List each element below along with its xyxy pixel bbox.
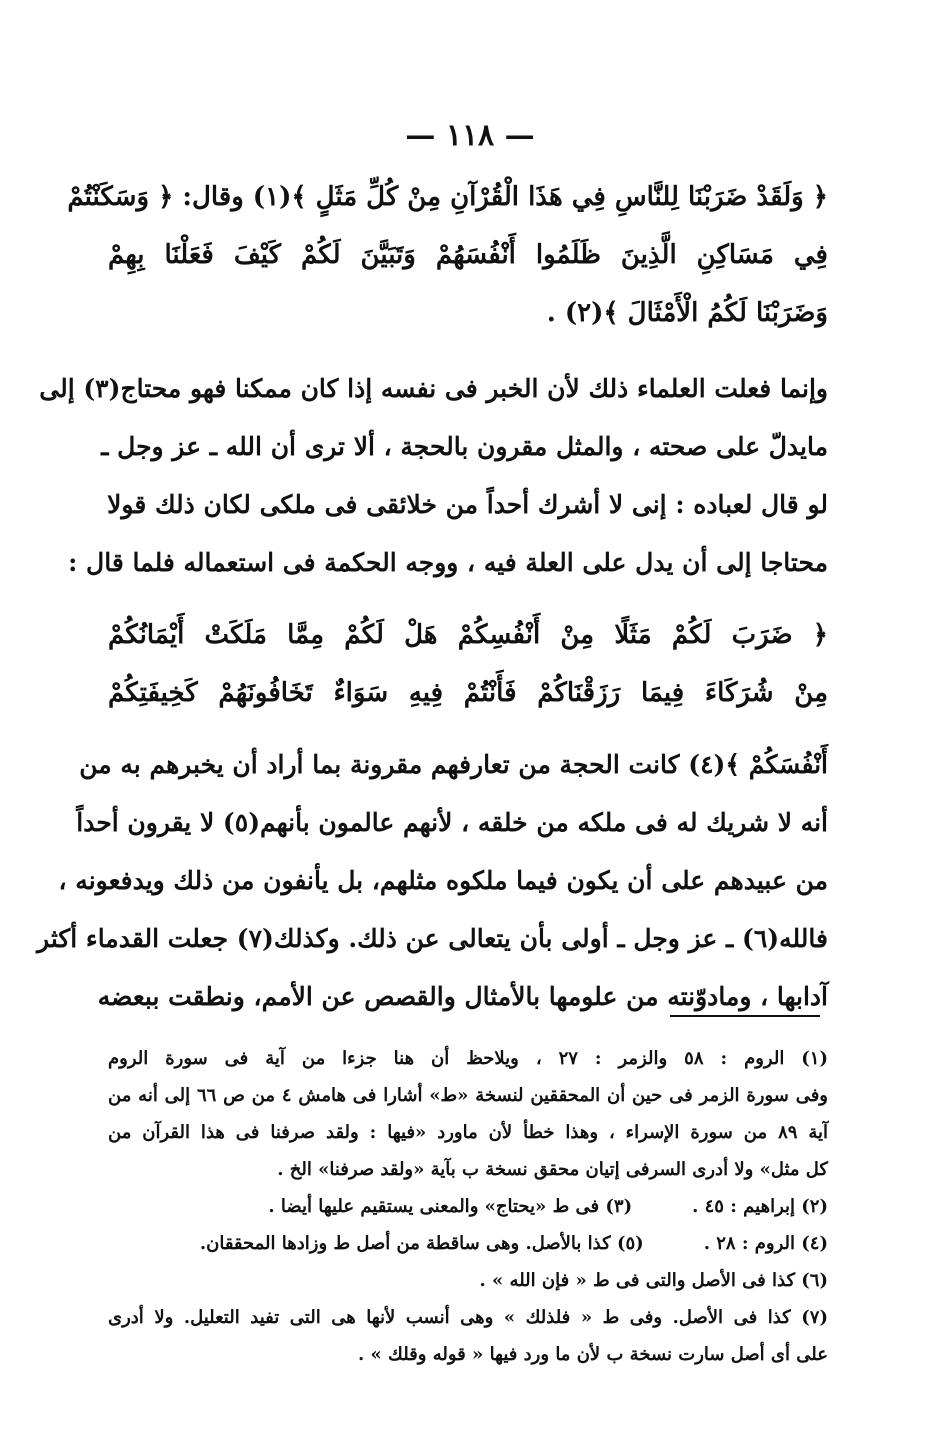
paragraph-gap [108,592,828,606]
text-line-7: محتاجا إلى أن يدل على العلة فيه ، ووجه الحكمة فى استعماله فلما قال : [68,548,828,577]
paragraph-gap [108,342,828,360]
text-line-8: ﴿ ضَرَبَ لَكُمْ مَثَلًا مِنْ أَنْفُسِكُمْ هَلْ لَكُمْ مِمَّا مَلَكَتْ أَيْمَانُكُمْ [108,620,828,650]
main-text [37,168,828,1026]
footnotes [108,1040,828,1373]
page-number: — ١١٨ — [405,118,535,153]
text-line-9: مِنْ شُرَكَاءَ فِيمَا رَزَقْنَاكُمْ فَأَنْتُمْ فِيهِ سَوَاءٌ تَخَافُونَهُمْ كَخِيفَتِكُمْ [108,678,828,708]
text-line-4: وإنما فعلت العلماء ذلك لأن الخبر فى نفسه إذا كان ممكنا فهو محتاج(٣) إلى [39,374,828,403]
footnote-row-4-5 [108,1225,828,1262]
footnote-1-line-4: كل مثل» ولا أدرى السرفى إتيان محقق نسخة ب بآية «ولقد صرفنا» الخ . [277,1159,828,1180]
footnote-7-line-2: على أى أصل سارت نسخة ب لأن ما ورد فيها « قوله وقلك » . [358,1344,828,1365]
text-line-11: أنه لا شريك له فى ملكه من خلقه ، لأنهم عالمون بأنهم(٥) لا يقرون أحداً [76,808,828,837]
footnote-row-2-3 [108,1188,828,1225]
text-line-5: مايدلّ على صحته ، والمثل مقرون بالحجة ، ألا ترى أن الله ـ عز وجل ـ [101,432,828,461]
footnote-divider [670,1015,820,1017]
footnote-1-line-1: (١) الروم : ٥٨ والزمر : ٢٧ ، ويلاحظ أن هنا جزءا من آية فى سورة الروم [108,1048,828,1069]
text-line-1: ﴿ وَلَقَدْ ضَرَبْنَا لِلنَّاسِ فِي هَذَا الْقُرْآنِ مِنْ كُلِّ مَثَلٍ ﴾(١) وقال: ﴿ وَسَكَنْتُمْ [67,182,828,212]
text-line-2: فِي مَسَاكِنِ الَّذِينَ ظَلَمُوا أَنْفُسَهُمْ وَتَبَيَّنَ لَكُمْ كَيْفَ فَعَلْنَا بِهِمْ [108,240,828,270]
footnote-3: (٣) فى ط «يحتاج» والمعنى يستقيم عليها أيضا . [268,1196,633,1217]
text-line-14: آدابها ، ومادوّنته من علومها بالأمثال والقصص عن الأمم، ونطقت ببعضه [97,982,828,1011]
text-line-10: أَنْفُسَكُمْ ﴾(٤) كانت الحجة من تعارفهم مقرونة بما أراد أن يخبرهم به من [79,750,828,779]
text-line-6: لو قال لعباده : إنى لا أشرك أحداً من خلائقى فى ملكى لكان ذلك قولا [107,490,828,519]
footnote-1-line-2: وفى سورة الزمر فى حين أن المحققين لنسخة «ط» أشارا فى هامش ٤ من ص ٦٦ إلى أنه من [108,1085,829,1106]
text-line-3: وَضَرَبْنَا لَكُمُ الْأَمْثَالَ ﴾(٢) . [546,298,828,328]
footnote-6: (٦) كذا فى الأصل والتى فى ط « فإن الله » . [479,1270,828,1291]
footnote-4: (٤) الروم : ٢٨ . [703,1233,828,1254]
footnote-7-line-1: (٧) كذا فى الأصل. وفى ط « فلذلك » وهى أنسب لأنها هى التى تفيد التعليل. ولا أدرى [108,1307,828,1328]
paragraph-gap [108,722,828,736]
footnote-2: (٢) إبراهيم : ٤٥ . [692,1196,828,1217]
text-line-13: فالله(٦) ـ عز وجل ـ أولى بأن يتعالى عن ذلك. وكذلك(٧) جعلت القدماء أكثر [37,924,828,953]
text-line-12: من عبيدهم على أن يكون فيما ملكوه مثلهم، بل يأنفون من ذلك ويدفعونه ، [58,866,828,895]
footnote-1-line-3: آية ٨٩ من سورة الإسراء ، وهذا خطأ لأن ماورد «فيها : ولقد صرفنا فى هذا القرآن من [108,1122,828,1143]
footnote-5: (٥) كذا بالأصل. وهى ساقطة من أصل ط وزادها المحققان. [199,1233,644,1254]
